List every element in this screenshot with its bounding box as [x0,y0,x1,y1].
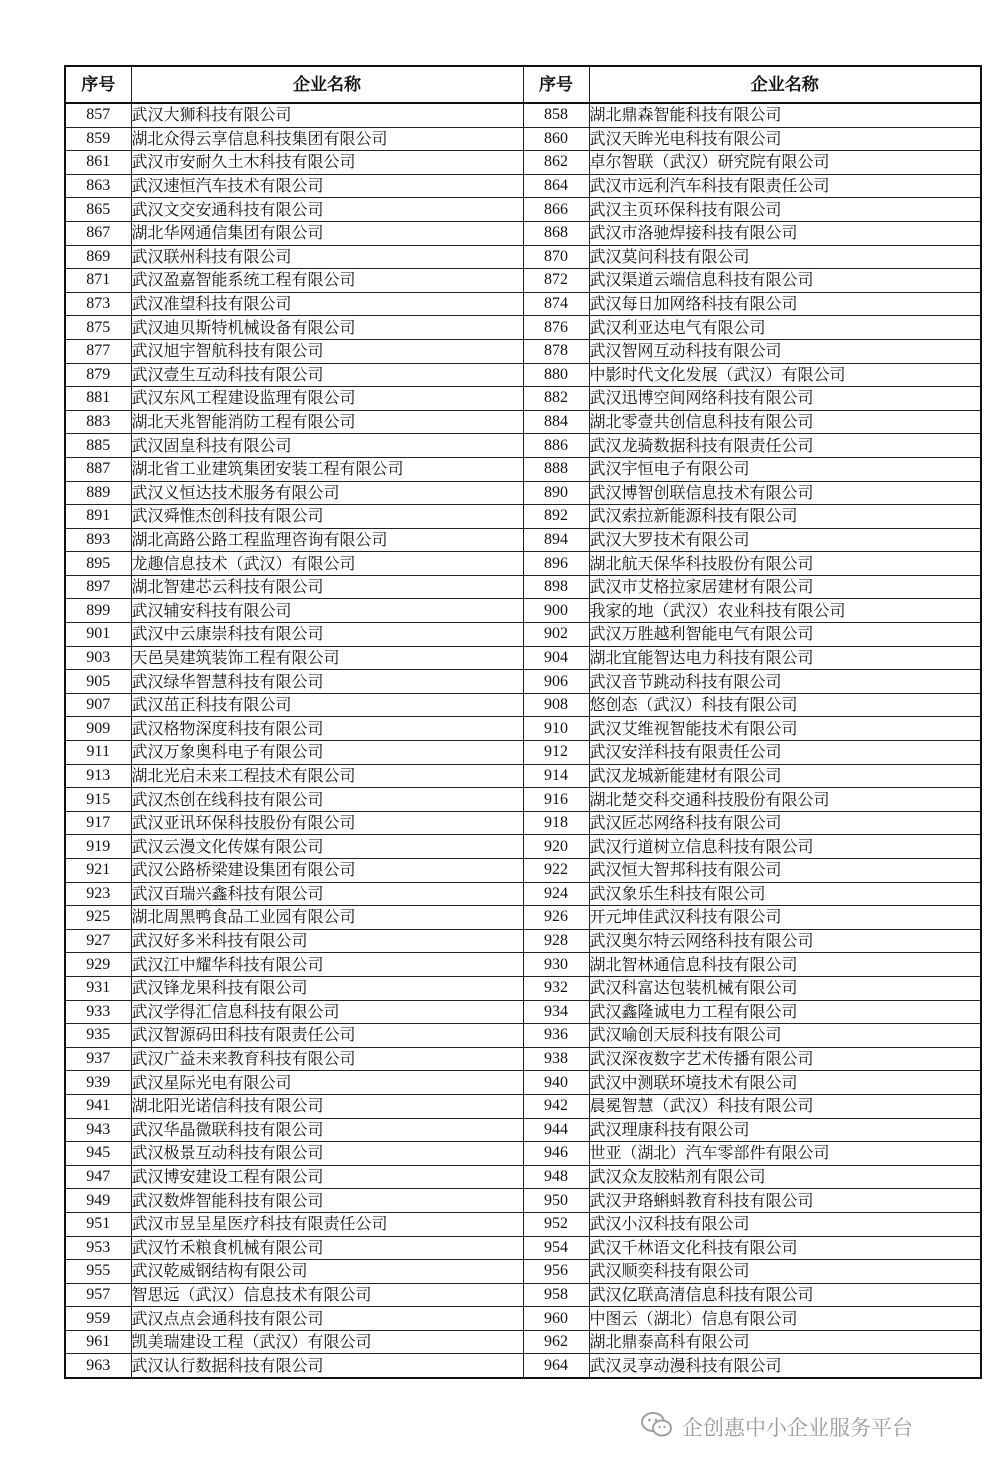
row-company-right: 武汉奥尔特云网络科技有限公司 [589,929,981,953]
row-company-left: 武汉中云康崇科技有限公司 [131,623,523,647]
row-index-right: 922 [523,859,589,883]
row-company-right: 武汉迅博空间网络科技有限公司 [589,387,981,411]
row-index-left: 959 [65,1307,131,1331]
row-company-right: 武汉博智创联信息技术有限公司 [589,481,981,505]
row-index-right: 904 [523,646,589,670]
row-index-left: 869 [65,245,131,269]
row-company-left: 武汉旭宇智航科技有限公司 [131,339,523,363]
row-index-left: 857 [65,103,131,127]
header-company-left: 企业名称 [131,66,523,103]
row-index-right: 862 [523,151,589,175]
row-index-right: 934 [523,1000,589,1024]
row-index-left: 929 [65,953,131,977]
table-row [65,976,981,1000]
row-company-right: 卓尔智联（武汉）研究院有限公司 [589,151,981,175]
row-company-left: 武汉江中耀华科技有限公司 [131,953,523,977]
row-index-right: 956 [523,1260,589,1284]
row-index-left: 931 [65,976,131,1000]
row-index-left: 951 [65,1212,131,1236]
table-row [65,269,981,293]
row-index-left: 895 [65,552,131,576]
row-company-left: 武汉绿华智慧科技有限公司 [131,670,523,694]
row-index-left: 925 [65,906,131,930]
row-company-right: 武汉艾维视智能技术有限公司 [589,717,981,741]
table-row [65,552,981,576]
row-index-right: 890 [523,481,589,505]
table-row [65,670,981,694]
table-row [65,599,981,623]
table-row [65,127,981,151]
row-company-right: 武汉尹珞蝌蚪教育科技有限公司 [589,1189,981,1213]
table-header [65,66,981,103]
row-index-left: 859 [65,127,131,151]
row-index-left: 963 [65,1354,131,1378]
row-company-left: 武汉云漫文化传媒有限公司 [131,835,523,859]
table-row [65,1071,981,1095]
row-company-left: 武汉市昱呈星医疗科技有限责任公司 [131,1212,523,1236]
row-index-left: 885 [65,434,131,458]
row-index-right: 942 [523,1094,589,1118]
row-index-left: 915 [65,788,131,812]
table-row [65,575,981,599]
row-index-right: 936 [523,1024,589,1048]
row-index-right: 880 [523,363,589,387]
row-company-left: 武汉星际光电有限公司 [131,1071,523,1095]
row-index-right: 946 [523,1142,589,1166]
row-company-right: 武汉科富达包装机械有限公司 [589,976,981,1000]
row-company-left: 武汉杰创在线科技有限公司 [131,788,523,812]
row-index-left: 889 [65,481,131,505]
row-company-left: 武汉舜惟杰创科技有限公司 [131,505,523,529]
table-row [65,693,981,717]
row-index-left: 937 [65,1047,131,1071]
row-index-right: 888 [523,457,589,481]
row-index-left: 941 [65,1094,131,1118]
row-index-right: 902 [523,623,589,647]
row-index-right: 962 [523,1330,589,1354]
row-company-left: 武汉格物深度科技有限公司 [131,717,523,741]
row-index-left: 893 [65,528,131,552]
row-index-right: 876 [523,316,589,340]
row-index-left: 923 [65,882,131,906]
row-company-right: 武汉音节跳动科技有限公司 [589,670,981,694]
row-index-left: 933 [65,1000,131,1024]
row-index-right: 864 [523,174,589,198]
row-index-right: 964 [523,1354,589,1378]
row-index-right: 952 [523,1212,589,1236]
table-row [65,1283,981,1307]
table-row [65,717,981,741]
row-company-left: 武汉迪贝斯特机械设备有限公司 [131,316,523,340]
row-company-left: 湖北省工业建筑集团安装工程有限公司 [131,457,523,481]
table-row [65,481,981,505]
header-index-right: 序号 [523,66,589,103]
row-index-left: 861 [65,151,131,175]
company-list-table [64,65,982,1379]
row-company-left: 武汉博安建设工程有限公司 [131,1165,523,1189]
row-company-right: 武汉渠道云端信息科技有限公司 [589,269,981,293]
row-company-left: 智思远（武汉）信息技术有限公司 [131,1283,523,1307]
row-company-left: 武汉壹生互动科技有限公司 [131,363,523,387]
table-row [65,1212,981,1236]
table-row [65,198,981,222]
row-index-left: 955 [65,1260,131,1284]
row-company-right: 武汉喻创天辰科技有限公司 [589,1024,981,1048]
row-company-left: 湖北高路公路工程监理咨询有限公司 [131,528,523,552]
row-index-right: 896 [523,552,589,576]
row-company-right: 武汉莫问科技有限公司 [589,245,981,269]
row-index-right: 898 [523,575,589,599]
row-company-right: 武汉市洛驰焊接科技有限公司 [589,221,981,245]
row-company-left: 武汉好多米科技有限公司 [131,929,523,953]
row-index-left: 919 [65,835,131,859]
row-company-left: 武汉点点会通科技有限公司 [131,1307,523,1331]
row-company-right: 武汉市远利汽车科技有限责任公司 [589,174,981,198]
row-company-right: 湖北零壹共创信息科技有限公司 [589,410,981,434]
row-company-left: 武汉义恒达技术服务有限公司 [131,481,523,505]
table-row [65,929,981,953]
row-index-left: 873 [65,292,131,316]
table-row [65,1260,981,1284]
watermark-text: 企创惠中小企业服务平台 [682,1416,913,1440]
row-company-right: 武汉理康科技有限公司 [589,1118,981,1142]
table-row [65,1236,981,1260]
row-company-left: 湖北智建芯云科技有限公司 [131,575,523,599]
row-company-left: 武汉万象奥科电子有限公司 [131,741,523,765]
row-company-left: 武汉智源码田科技有限责任公司 [131,1024,523,1048]
row-index-left: 917 [65,811,131,835]
row-company-right: 晨冕智慧（武汉）科技有限公司 [589,1094,981,1118]
table-row [65,339,981,363]
row-company-left: 武汉锋龙果科技有限公司 [131,976,523,1000]
row-company-right: 湖北航天保华科技股份有限公司 [589,552,981,576]
row-company-right: 武汉亿联高清信息科技有限公司 [589,1283,981,1307]
row-index-right: 886 [523,434,589,458]
row-index-right: 924 [523,882,589,906]
row-index-left: 939 [65,1071,131,1095]
row-index-left: 901 [65,623,131,647]
row-index-left: 945 [65,1142,131,1166]
row-index-right: 928 [523,929,589,953]
row-company-right: 武汉深夜数字艺术传播有限公司 [589,1047,981,1071]
row-index-right: 926 [523,906,589,930]
table-row [65,1330,981,1354]
row-company-right: 武汉众友胶粘剂有限公司 [589,1165,981,1189]
row-index-right: 894 [523,528,589,552]
row-index-left: 887 [65,457,131,481]
row-company-left: 武汉东风工程建设监理有限公司 [131,387,523,411]
row-company-right: 悠创态（武汉）科技有限公司 [589,693,981,717]
row-index-right: 918 [523,811,589,835]
row-company-left: 武汉百瑞兴鑫科技有限公司 [131,882,523,906]
row-company-right: 武汉鑫隆诚电力工程有限公司 [589,1000,981,1024]
row-company-left: 武汉大狮科技有限公司 [131,103,523,127]
row-index-right: 920 [523,835,589,859]
row-company-right: 武汉龙骑数据科技有限责任公司 [589,434,981,458]
row-index-right: 910 [523,717,589,741]
row-company-left: 武汉辅安科技有限公司 [131,599,523,623]
row-index-right: 858 [523,103,589,127]
row-company-left: 湖北周黑鸭食品工业园有限公司 [131,906,523,930]
row-index-left: 949 [65,1189,131,1213]
table-row [65,1142,981,1166]
table-row [65,623,981,647]
table-row [65,906,981,930]
row-company-right: 武汉千林语文化科技有限公司 [589,1236,981,1260]
row-company-right: 武汉利亚达电气有限公司 [589,316,981,340]
row-company-left: 武汉速恒汽车技术有限公司 [131,174,523,198]
row-company-left: 武汉竹禾粮食机械有限公司 [131,1236,523,1260]
row-company-right: 湖北宜能智达电力科技有限公司 [589,646,981,670]
row-index-right: 908 [523,693,589,717]
row-company-left: 武汉数烨智能科技有限公司 [131,1189,523,1213]
wechat-icon [640,1410,674,1445]
table-row [65,1024,981,1048]
row-index-left: 883 [65,410,131,434]
row-company-left: 武汉联州科技有限公司 [131,245,523,269]
row-company-right: 武汉行道树立信息科技有限公司 [589,835,981,859]
table-row [65,788,981,812]
row-company-right: 湖北鼎森智能科技有限公司 [589,103,981,127]
row-company-right: 武汉万胜越利智能电气有限公司 [589,623,981,647]
row-index-right: 900 [523,599,589,623]
row-index-left: 879 [65,363,131,387]
row-company-left: 武汉亚讯环保科技股份有限公司 [131,811,523,835]
row-company-left: 武汉华晶微联科技有限公司 [131,1118,523,1142]
row-index-right: 940 [523,1071,589,1095]
row-index-left: 905 [65,670,131,694]
table-row [65,1189,981,1213]
row-index-left: 927 [65,929,131,953]
row-index-left: 953 [65,1236,131,1260]
row-index-right: 954 [523,1236,589,1260]
row-index-left: 899 [65,599,131,623]
row-company-right: 湖北智林通信息科技有限公司 [589,953,981,977]
row-company-left: 武汉固皇科技有限公司 [131,434,523,458]
row-index-left: 961 [65,1330,131,1354]
row-index-left: 943 [65,1118,131,1142]
table-row [65,316,981,340]
row-company-right: 武汉顺奕科技有限公司 [589,1260,981,1284]
row-company-right: 武汉中测联环境技术有限公司 [589,1071,981,1095]
row-company-right: 武汉主页环保科技有限公司 [589,198,981,222]
row-index-right: 870 [523,245,589,269]
row-company-right: 武汉灵享动漫科技有限公司 [589,1354,981,1378]
row-index-right: 866 [523,198,589,222]
row-index-right: 958 [523,1283,589,1307]
row-company-right: 武汉恒大智邦科技有限公司 [589,859,981,883]
watermark [640,1410,913,1444]
header-index-left: 序号 [65,66,131,103]
table-row [65,811,981,835]
row-index-left: 875 [65,316,131,340]
row-company-left: 武汉盈嘉智能系统工程有限公司 [131,269,523,293]
table-row [65,1354,981,1378]
table-row [65,1165,981,1189]
row-company-left: 武汉市安耐久土木科技有限公司 [131,151,523,175]
row-company-left: 湖北天兆智能消防工程有限公司 [131,410,523,434]
row-index-left: 863 [65,174,131,198]
row-company-right: 我家的地（武汉）农业科技有限公司 [589,599,981,623]
table-row [65,835,981,859]
row-company-left: 武汉茁正科技有限公司 [131,693,523,717]
row-company-right: 湖北鼎泰高科有限公司 [589,1330,981,1354]
row-company-right: 武汉每日加网络科技有限公司 [589,292,981,316]
table-row [65,103,981,127]
row-index-right: 948 [523,1165,589,1189]
row-index-left: 907 [65,693,131,717]
row-index-right: 944 [523,1118,589,1142]
row-index-left: 877 [65,339,131,363]
row-company-right: 武汉智网互动科技有限公司 [589,339,981,363]
row-index-right: 884 [523,410,589,434]
table-row [65,1000,981,1024]
table-row [65,764,981,788]
row-index-left: 897 [65,575,131,599]
row-company-left: 凯美瑞建设工程（武汉）有限公司 [131,1330,523,1354]
row-index-right: 868 [523,221,589,245]
row-index-right: 912 [523,741,589,765]
row-index-right: 914 [523,764,589,788]
row-company-right: 武汉大罗技术有限公司 [589,528,981,552]
row-index-right: 932 [523,976,589,1000]
row-company-right: 武汉市艾格拉家居建材有限公司 [589,575,981,599]
row-company-left: 武汉乾威钢结构有限公司 [131,1260,523,1284]
table-row [65,528,981,552]
row-index-left: 913 [65,764,131,788]
row-company-right: 湖北楚交科交通科技股份有限公司 [589,788,981,812]
row-index-left: 921 [65,859,131,883]
table-row [65,505,981,529]
row-company-right: 武汉龙城新能建材有限公司 [589,764,981,788]
row-company-right: 武汉匠芯网络科技有限公司 [589,811,981,835]
row-company-left: 武汉公路桥梁建设集团有限公司 [131,859,523,883]
row-company-right: 武汉索拉新能源科技有限公司 [589,505,981,529]
table-row [65,1118,981,1142]
row-index-right: 878 [523,339,589,363]
row-index-left: 881 [65,387,131,411]
row-company-left: 湖北阳光诺信科技有限公司 [131,1094,523,1118]
table-row [65,1047,981,1071]
row-company-right: 开元坤佳武汉科技有限公司 [589,906,981,930]
header-company-right: 企业名称 [589,66,981,103]
table-row [65,410,981,434]
row-company-left: 湖北光启未来工程技术有限公司 [131,764,523,788]
row-index-right: 930 [523,953,589,977]
row-index-right: 892 [523,505,589,529]
table-row [65,646,981,670]
row-company-left: 武汉文交安通科技有限公司 [131,198,523,222]
row-index-right: 874 [523,292,589,316]
row-company-left: 龙趣信息技术（武汉）有限公司 [131,552,523,576]
row-index-right: 960 [523,1307,589,1331]
row-company-left: 武汉广益未来教育科技有限公司 [131,1047,523,1071]
row-company-left: 武汉学得汇信息科技有限公司 [131,1000,523,1024]
row-company-right: 武汉小汉科技有限公司 [589,1212,981,1236]
row-index-right: 882 [523,387,589,411]
table-row [65,1307,981,1331]
row-index-left: 947 [65,1165,131,1189]
table-row [65,457,981,481]
row-index-left: 957 [65,1283,131,1307]
row-index-right: 916 [523,788,589,812]
table-row [65,741,981,765]
row-company-right: 武汉象乐生科技有限公司 [589,882,981,906]
row-index-right: 906 [523,670,589,694]
table-row [65,953,981,977]
row-index-left: 903 [65,646,131,670]
row-index-left: 865 [65,198,131,222]
row-index-left: 891 [65,505,131,529]
row-company-right: 武汉安洋科技有限责任公司 [589,741,981,765]
row-company-right: 中影时代文化发展（武汉）有限公司 [589,363,981,387]
row-company-left: 武汉准望科技有限公司 [131,292,523,316]
row-company-left: 天邑昊建筑装饰工程有限公司 [131,646,523,670]
row-index-right: 872 [523,269,589,293]
table-row [65,245,981,269]
row-index-right: 938 [523,1047,589,1071]
row-index-right: 950 [523,1189,589,1213]
table-row [65,151,981,175]
table-row [65,292,981,316]
row-company-left: 武汉极景互动科技有限公司 [131,1142,523,1166]
row-index-right: 860 [523,127,589,151]
row-company-right: 武汉宇恒电子有限公司 [589,457,981,481]
row-index-left: 911 [65,741,131,765]
table-row [65,221,981,245]
row-index-left: 909 [65,717,131,741]
table-body [65,103,981,1378]
row-company-left: 武汉认行数据科技有限公司 [131,1354,523,1378]
row-company-right: 武汉天眸光电科技有限公司 [589,127,981,151]
table-row [65,174,981,198]
row-index-left: 935 [65,1024,131,1048]
row-index-left: 871 [65,269,131,293]
row-company-left: 湖北华网通信集团有限公司 [131,221,523,245]
row-index-left: 867 [65,221,131,245]
table-row [65,859,981,883]
table-row [65,387,981,411]
table-row [65,882,981,906]
row-company-left: 湖北众得云享信息科技集团有限公司 [131,127,523,151]
row-company-right: 中图云（湖北）信息有限公司 [589,1307,981,1331]
row-company-right: 世亚（湖北）汽车零部件有限公司 [589,1142,981,1166]
table-row [65,363,981,387]
table-row [65,1094,981,1118]
table-row [65,434,981,458]
